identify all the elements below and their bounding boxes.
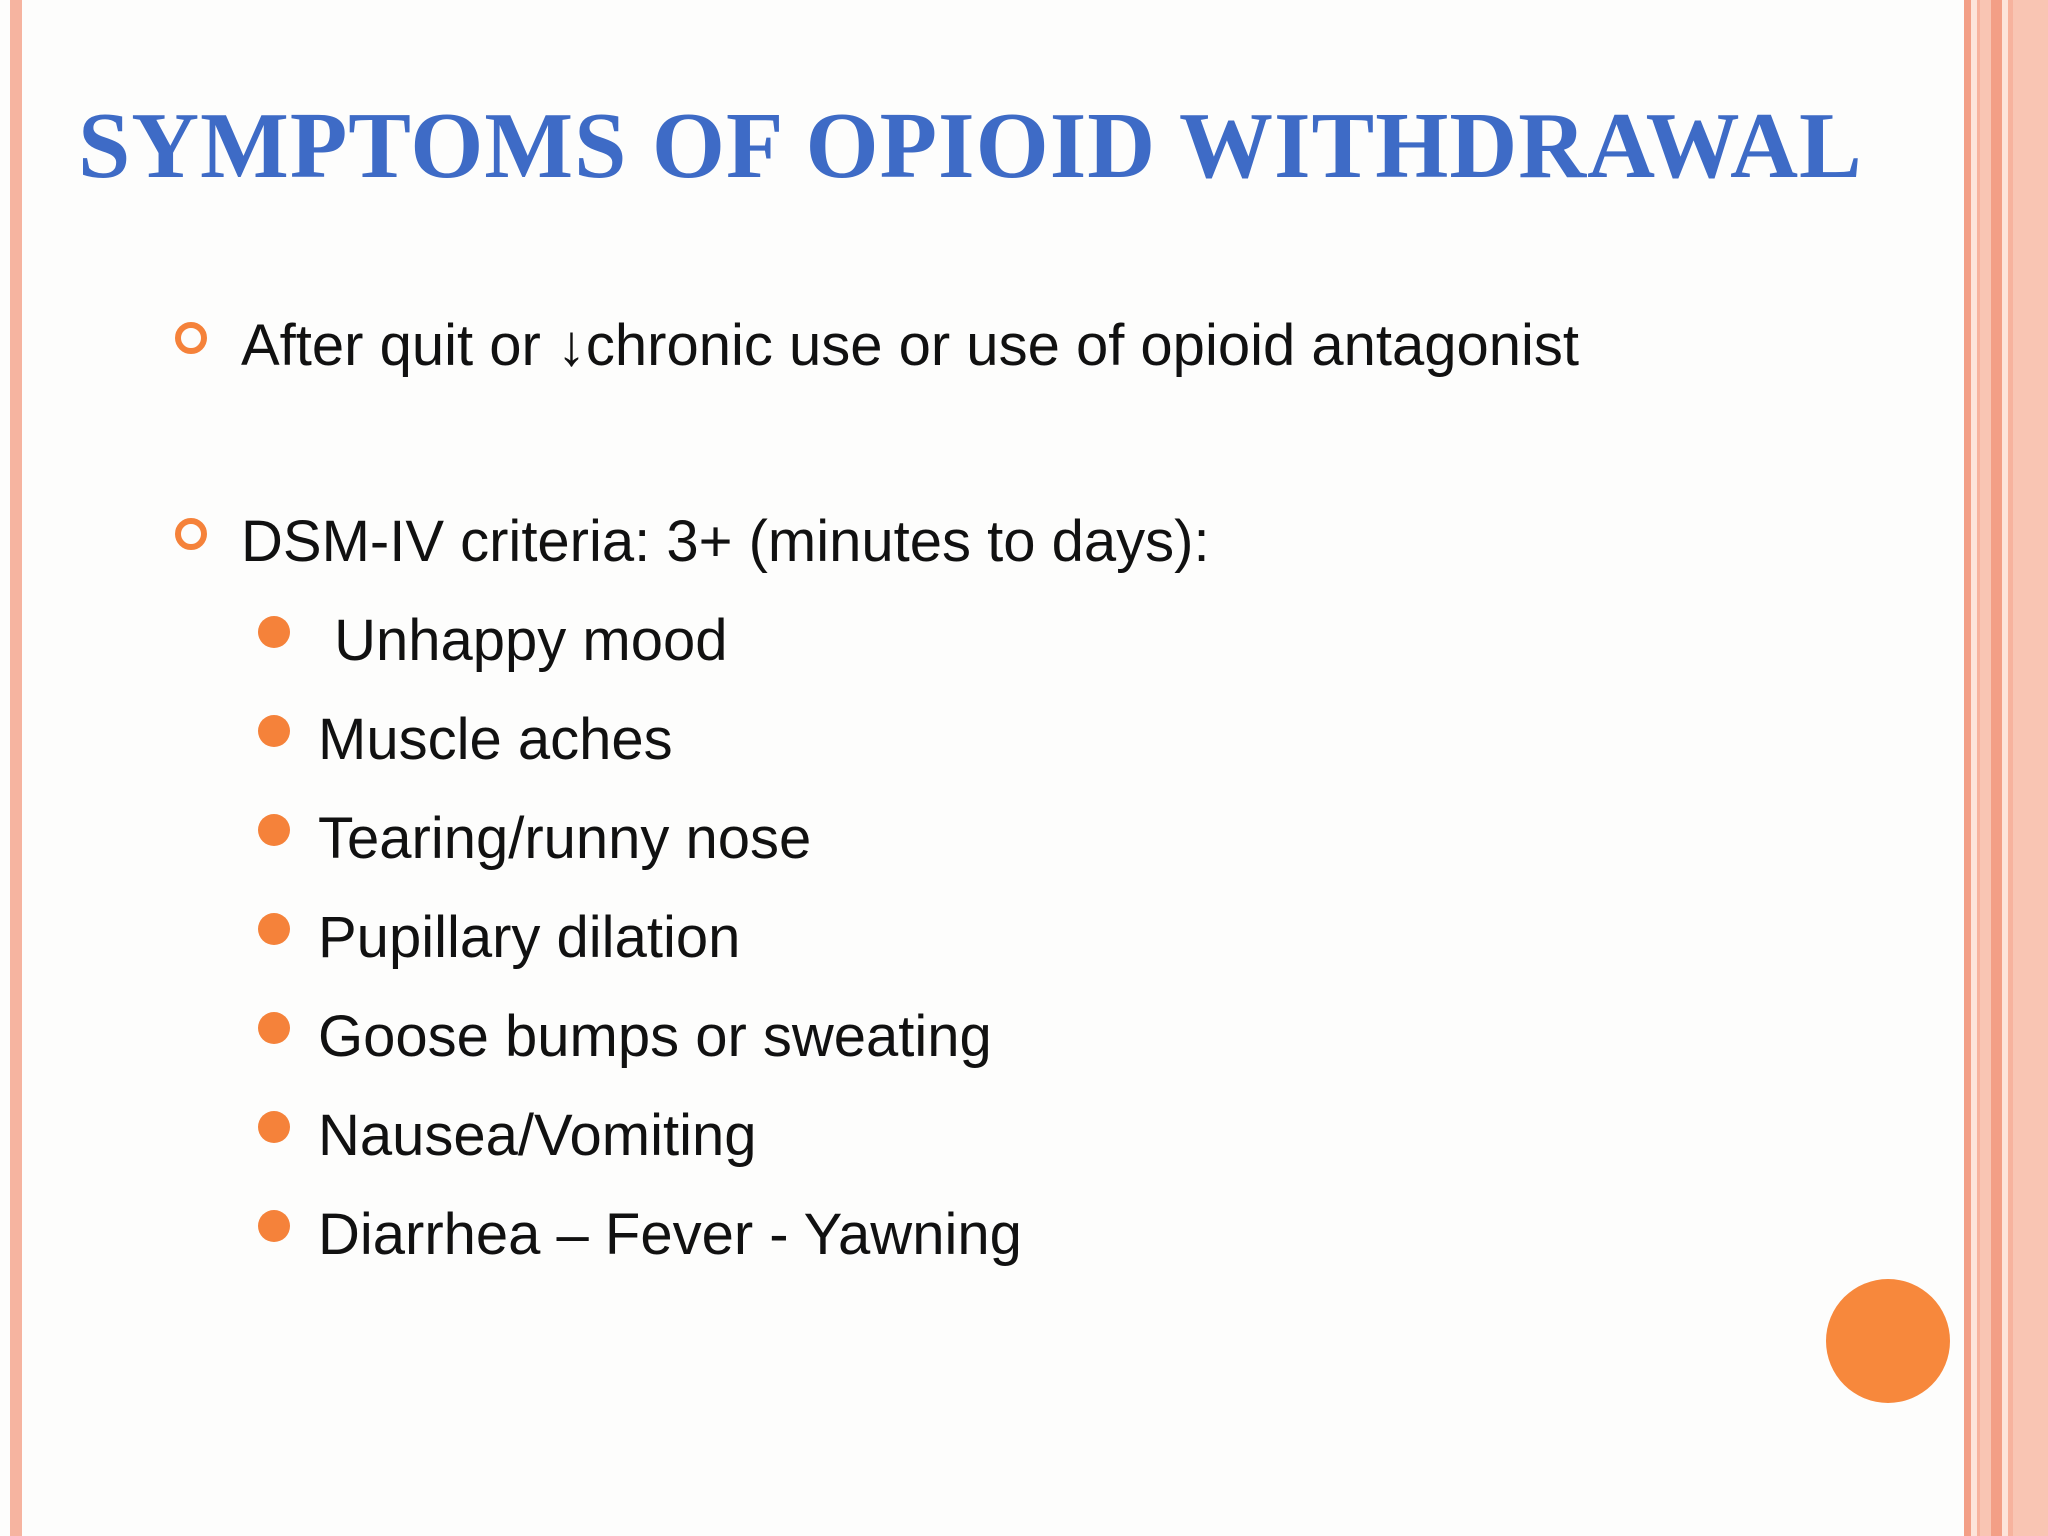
stripe-line <box>1964 0 1971 1536</box>
ring-bullet-icon <box>175 322 207 354</box>
sub-bullet-item <box>258 904 740 971</box>
sub-bullet-text: Muscle aches <box>318 707 673 772</box>
sub-bullet-item <box>258 1102 756 1169</box>
slide-title: SYMPTOMS OF OPIOID WITHDRAWAL <box>78 94 1863 198</box>
bullet-item <box>175 312 1579 379</box>
dot-bullet-icon <box>258 913 290 945</box>
sub-bullet-item <box>258 706 673 773</box>
dot-bullet-icon <box>258 1012 290 1044</box>
dot-bullet-icon <box>258 1210 290 1242</box>
dot-bullet-icon <box>258 616 290 648</box>
sub-bullet-item <box>258 607 727 674</box>
left-border-decoration <box>10 0 22 1536</box>
sub-bullet-text: Pupillary dilation <box>318 905 741 970</box>
dot-bullet-icon <box>258 814 290 846</box>
right-stripe-decoration <box>1964 0 2048 1536</box>
sub-bullet-text: Goose bumps or sweating <box>318 1004 992 1069</box>
sub-bullet-item <box>258 1201 1022 1268</box>
stripe-line <box>1991 0 2002 1536</box>
stripe-line <box>1977 0 1980 1536</box>
bullet-text: DSM-IV criteria: 3+ (minutes to days): <box>241 509 1210 574</box>
bullet-text: After quit or ↓chronic use or use of opioid antagonist <box>241 313 1579 378</box>
sub-bullet-text: Diarrhea – Fever - Yawning <box>318 1202 1022 1267</box>
sub-bullet-text: Unhappy mood <box>318 608 728 673</box>
decorative-circle <box>1826 1279 1950 1403</box>
sub-bullet-text: Nausea/Vomiting <box>318 1103 757 1168</box>
dot-bullet-icon <box>258 715 290 747</box>
ring-bullet-icon <box>175 518 207 550</box>
stripe-line <box>2008 0 2013 1536</box>
sub-bullet-text: Tearing/runny nose <box>318 806 812 871</box>
dot-bullet-icon <box>258 1111 290 1143</box>
sub-bullet-item <box>258 1003 992 1070</box>
sub-bullet-item <box>258 805 811 872</box>
bullet-item <box>175 508 1210 575</box>
